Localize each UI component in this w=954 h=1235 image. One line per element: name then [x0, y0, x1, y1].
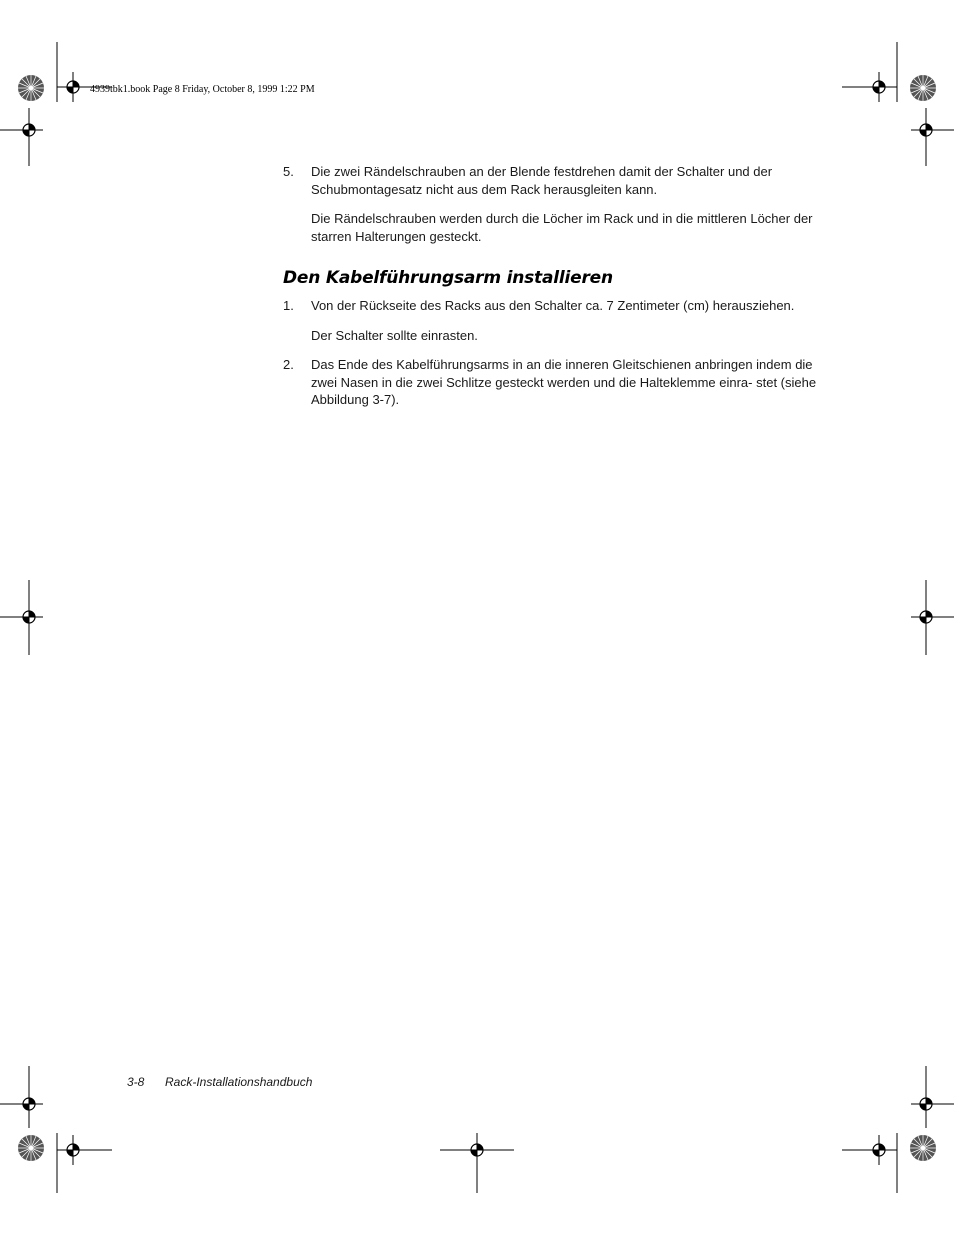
star-mark-bottom-left	[18, 1135, 44, 1161]
crosshair-mark-left-middle	[0, 580, 43, 655]
crosshair-mark-right-upper	[911, 108, 954, 166]
step-2	[283, 356, 823, 409]
crop-mark-bottom-center	[440, 1133, 514, 1193]
step-5	[283, 163, 823, 245]
crop-mark-top-right	[842, 42, 897, 102]
crosshair-mark-left-upper	[0, 108, 43, 166]
step-note: Die Rändelschrauben werden durch die Löcher im Rack und in die mittleren Löcher der starren Halterungen gesteckt.	[311, 211, 813, 244]
step-1	[283, 297, 823, 344]
star-mark-top-left	[18, 75, 44, 101]
slug-line: 4939tbk1.book Page 8 Friday, October 8, 1999 1:22 PM	[90, 84, 315, 95]
page-footer	[127, 1075, 312, 1089]
step-number: 1.	[283, 298, 294, 313]
step-note: Der Schalter sollte einrasten.	[311, 327, 478, 343]
step-text: Die zwei Rändelschrauben an der Blende festdrehen damit der Schalter und der Schubmontagesatz nicht aus dem Rack herausgleiten kann.	[311, 164, 773, 197]
footer-page-number: 3-8	[127, 1075, 145, 1089]
crop-mark-bottom-right	[842, 1133, 897, 1193]
step-number: 2.	[283, 357, 294, 372]
step-text: Das Ende des Kabelführungsarms in an die inneren Gleitschienen anbringen indem die zwei Nasen in die zwei Schlitze gesteckt werden und die Halteklemme einra- stet (siehe Abbildung 3-7).	[311, 357, 817, 407]
page-body	[283, 163, 823, 421]
crosshair-mark-left-lower	[0, 1066, 43, 1128]
crop-mark-bottom-left	[57, 1133, 112, 1193]
crosshair-mark-right-lower	[911, 1066, 954, 1128]
crosshair-mark-right-middle	[911, 580, 954, 655]
footer-book-title: Rack-Installationshandbuch	[165, 1075, 313, 1089]
star-mark-top-right	[910, 75, 936, 101]
star-mark-bottom-right	[910, 1135, 936, 1161]
section-heading: Den Kabelführungsarm installieren	[283, 268, 613, 288]
step-number: 5.	[283, 164, 294, 179]
step-text: Von der Rückseite des Racks aus den Schalter ca. 7 Zentimeter (cm) herausziehen.	[311, 298, 795, 313]
